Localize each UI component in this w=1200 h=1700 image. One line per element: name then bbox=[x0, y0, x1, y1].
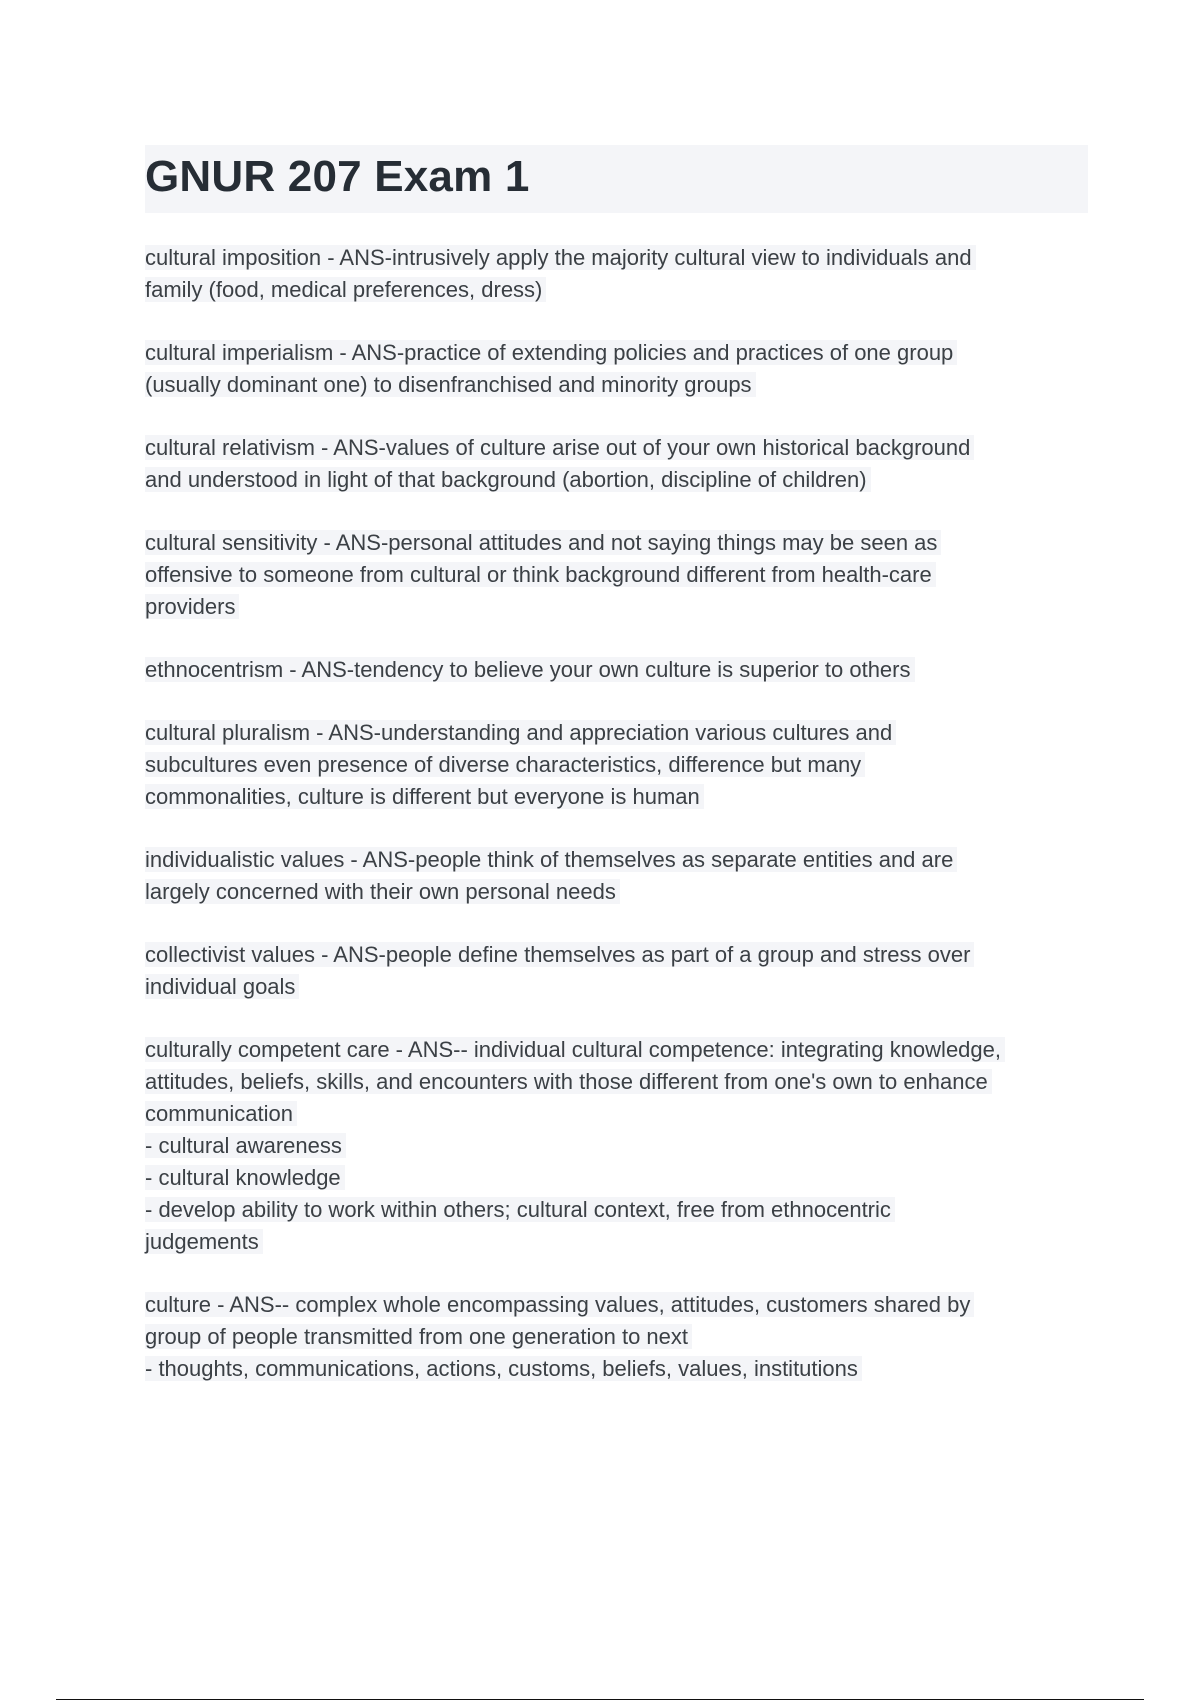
entry-line bbox=[145, 749, 1095, 781]
entry-line-text: judgements bbox=[145, 1229, 263, 1254]
entry-line bbox=[145, 1289, 1095, 1321]
term-entry bbox=[145, 717, 1095, 813]
entry-line bbox=[145, 781, 1095, 813]
entry-line bbox=[145, 591, 1095, 623]
entry-line-text: - develop ability to work within others; cultural context, free from ethnocentric bbox=[145, 1197, 895, 1222]
entry-line-text: offensive to someone from cultural or think background different from health-care bbox=[145, 562, 936, 587]
entry-line bbox=[145, 1226, 1095, 1258]
term-entry bbox=[145, 844, 1095, 908]
entry-line bbox=[145, 1162, 1095, 1194]
entry-line-text: - cultural knowledge bbox=[145, 1165, 345, 1190]
entry-line bbox=[145, 1098, 1095, 1130]
entry-line-text: largely concerned with their own personal needs bbox=[145, 879, 620, 904]
term-entry bbox=[145, 527, 1095, 623]
entry-line-text: cultural imperialism - ANS-practice of extending policies and practices of one group bbox=[145, 340, 957, 365]
entry-line bbox=[145, 1194, 1095, 1226]
entry-line-text: individualistic values - ANS-people think of themselves as separate entities and are bbox=[145, 847, 957, 872]
entry-line-text: cultural relativism - ANS-values of culture arise out of your own historical background bbox=[145, 435, 974, 460]
entry-line-text: culturally competent care - ANS-- individual cultural competence: integrating knowledge, bbox=[145, 1037, 1005, 1062]
entry-line-text: cultural imposition - ANS-intrusively apply the majority cultural view to individuals and bbox=[145, 245, 976, 270]
entry-line bbox=[145, 1353, 1095, 1385]
entry-line-text: ethnocentrism - ANS-tendency to believe your own culture is superior to others bbox=[145, 657, 915, 682]
entry-line-text: attitudes, beliefs, skills, and encounters with those different from one's own to enhance bbox=[145, 1069, 992, 1094]
entry-line bbox=[145, 654, 1095, 686]
entry-line-text: cultural sensitivity - ANS-personal attitudes and not saying things may be seen as bbox=[145, 530, 941, 555]
term-entry bbox=[145, 1034, 1095, 1258]
entry-line-text: individual goals bbox=[145, 974, 299, 999]
entry-line-text: culture - ANS-- complex whole encompassing values, attitudes, customers shared by bbox=[145, 1292, 974, 1317]
entry-line bbox=[145, 876, 1095, 908]
entry-line bbox=[145, 844, 1095, 876]
entry-line-text: and understood in light of that background (abortion, discipline of children) bbox=[145, 467, 871, 492]
entry-line-text: commonalities, culture is different but everyone is human bbox=[145, 784, 704, 809]
entry-line-text: group of people transmitted from one generation to next bbox=[145, 1324, 692, 1349]
entry-line bbox=[145, 464, 1095, 496]
page-title: GNUR 207 Exam 1 bbox=[145, 152, 530, 201]
entry-line-text: - cultural awareness bbox=[145, 1133, 346, 1158]
entry-line bbox=[145, 274, 1095, 306]
entry-line bbox=[145, 369, 1095, 401]
entry-line-text: family (food, medical preferences, dress) bbox=[145, 277, 546, 302]
entry-line bbox=[145, 1130, 1095, 1162]
entry-line bbox=[145, 559, 1095, 591]
entry-line bbox=[145, 337, 1095, 369]
entry-line-text: (usually dominant one) to disenfranchised and minority groups bbox=[145, 372, 756, 397]
entry-line-text: subcultures even presence of diverse characteristics, difference but many bbox=[145, 752, 865, 777]
term-list bbox=[145, 242, 1095, 1416]
term-entry bbox=[145, 654, 1095, 686]
term-entry bbox=[145, 939, 1095, 1003]
term-entry bbox=[145, 242, 1095, 306]
entry-line bbox=[145, 1034, 1095, 1066]
term-entry bbox=[145, 337, 1095, 401]
entry-line bbox=[145, 1321, 1095, 1353]
entry-line bbox=[145, 527, 1095, 559]
term-entry bbox=[145, 1289, 1095, 1385]
entry-line bbox=[145, 432, 1095, 464]
entry-line bbox=[145, 939, 1095, 971]
entry-line bbox=[145, 242, 1095, 274]
entry-line-text: cultural pluralism - ANS-understanding and appreciation various cultures and bbox=[145, 720, 896, 745]
title-block bbox=[145, 145, 1088, 213]
entry-line-text: providers bbox=[145, 594, 239, 619]
entry-line bbox=[145, 717, 1095, 749]
term-entry bbox=[145, 432, 1095, 496]
entry-line-text: - thoughts, communications, actions, customs, beliefs, values, institutions bbox=[145, 1356, 862, 1381]
entry-line bbox=[145, 971, 1095, 1003]
entry-line-text: communication bbox=[145, 1101, 297, 1126]
entry-line-text: collectivist values - ANS-people define themselves as part of a group and stress over bbox=[145, 942, 974, 967]
entry-line bbox=[145, 1066, 1095, 1098]
